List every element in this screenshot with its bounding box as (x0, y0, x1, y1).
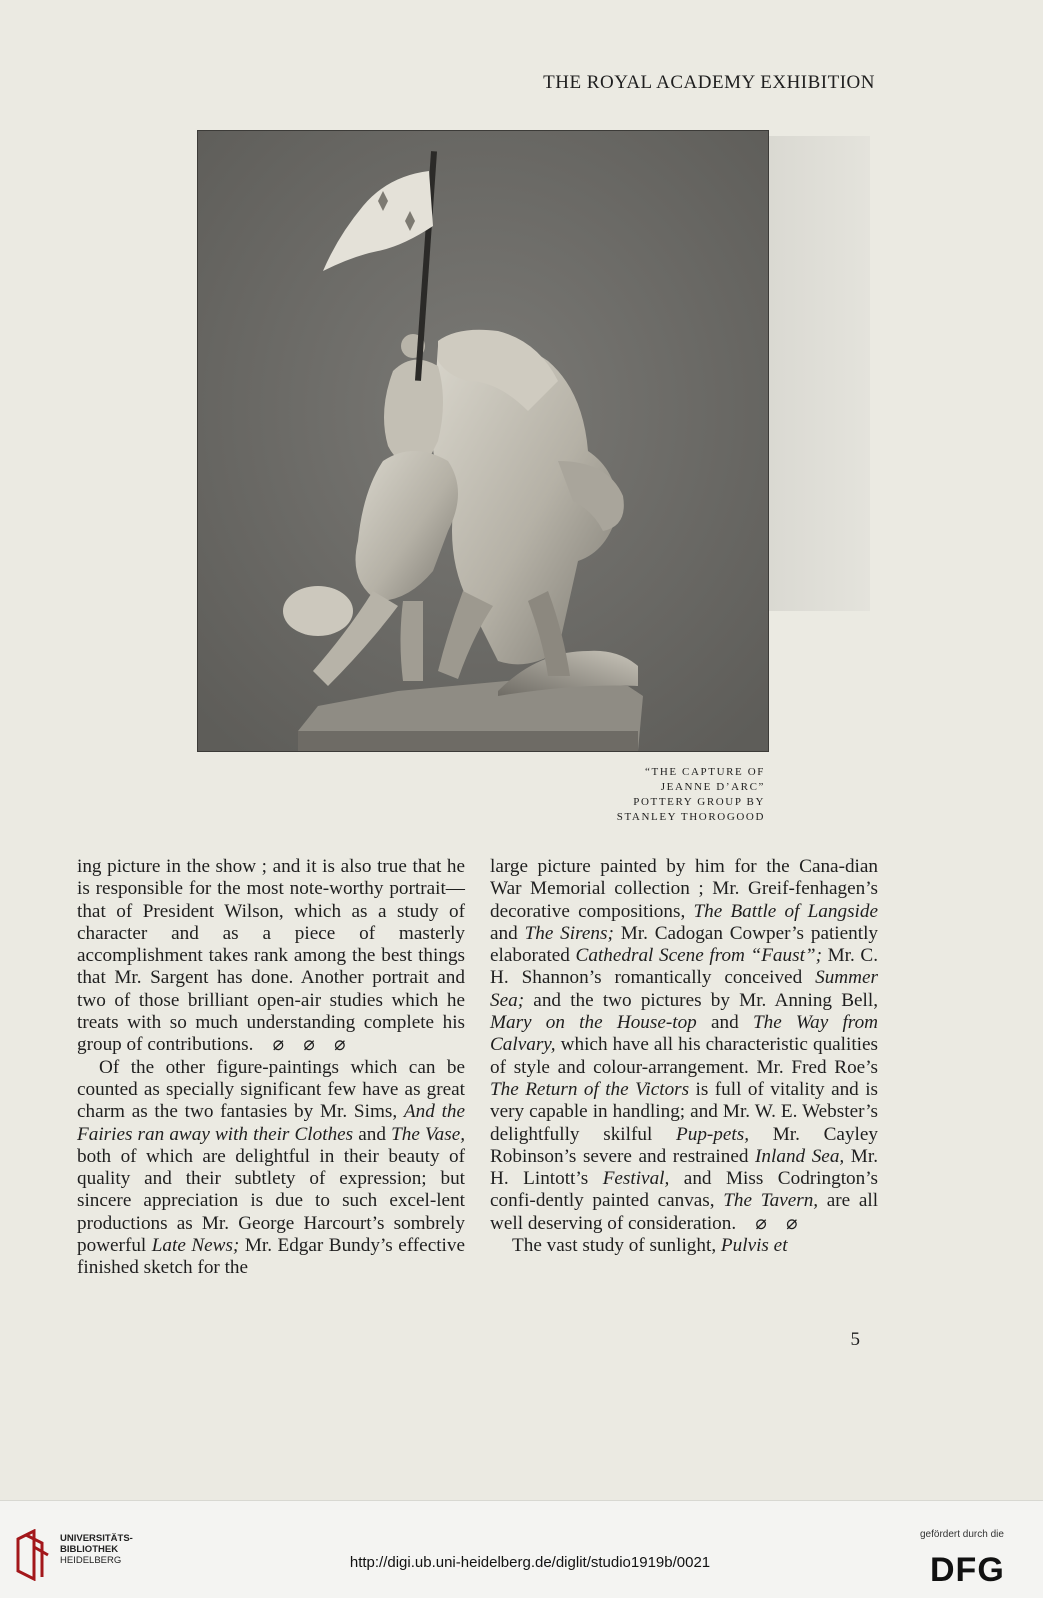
paragraph: large picture painted by him for the Cana-dian War Memorial collection ; Mr. Greif-fenhagen’s decorative compositions, The Battle of Langside and The Sirens; Mr. Cadogan Cowper’s patiently elaborated Cathedral Scene from “Faust”; Mr. C. H. Shannon’s romantically conceived Summer Sea; and the two pictures by Mr. Anning Bell, Mary on the House-top and The Way from Calvary, which have all his characteristic qualities of style and colour-arrangement. Mr. Fred Roe’s The Return of the Victors is full of vitality and is very capable in handling; and Mr. W. E. Webster’s delightfully skilful Pup-pets, Mr. Cayley Robinson’s severe and restrained Inland Sea, Mr. H. Lintott’s Festival, and Miss Codrington’s confi-dently painted canvas, The Tavern, are all well deserving of consideration. ⌀ ⌀ (490, 856, 879, 1234)
caption-line: JEANNE D’ARC” (660, 781, 765, 793)
caption-line: STANLEY THOROGOOD (616, 811, 765, 823)
artwork-title: The Tavern, (723, 1190, 819, 1212)
artwork-title: Festival, (602, 1168, 670, 1190)
plate-caption (520, 765, 765, 825)
paragraph: ing picture in the show ; and it is also true that he is responsible for the most note-worthy portrait—that of President Wilson, which as a study of character and as a piece of masterly accomplishment takes rank among the best things that Mr. Sargent has done. Another portrait and two of those brilliant open-air studies which he treats with so much understanding complete his group of contributions. ⌀ ⌀ ⌀ (77, 856, 465, 1056)
left-text-column (77, 856, 465, 1280)
artwork-title: Cathedral Scene from “Faust”; (575, 945, 822, 967)
dfg-logo: DFG (930, 1551, 1005, 1589)
artwork-title: Pup-pets, (676, 1123, 750, 1145)
artwork-title: The Vase, (391, 1123, 466, 1145)
university-library-logo-icon (14, 1529, 52, 1581)
artwork-title: Pulvis et (720, 1235, 788, 1257)
paragraph: The vast study of sunlight, Pulvis et (512, 1235, 788, 1257)
permalink-url[interactable]: http://digi.ub.uni-heidelberg.de/diglit/studio1919b/0021 (349, 1554, 711, 1571)
artwork-title: Mary on the House-top (490, 1012, 697, 1034)
library-name: UNIVERSITÄTS- BIBLIOTHEK HEIDELBERG (60, 1533, 133, 1566)
plate-shadow (760, 136, 870, 611)
artwork-title: The Sirens; (524, 922, 614, 944)
artwork-title: Inland Sea, (755, 1145, 845, 1167)
right-text-column (490, 856, 878, 1257)
sculpture-photograph (197, 130, 769, 752)
ornament: ⌀ ⌀ (736, 1212, 798, 1234)
ornament: ⌀ ⌀ ⌀ (253, 1034, 346, 1056)
paragraph: Of the other figure-paintings which can be counted as specially significant few have as great charm as the two fantasies by Mr. Sims, And the Fairies ran away with their Clothes and The Vase, both of which are delightful in their beauty of quality and their subtlety of expression; but sincere appreciation is due to such excel-lent productions as Mr. George Harcourt’s sombrely powerful Late News; Mr. Edgar Bundy’s effective finished sketch for the (77, 1056, 466, 1279)
artwork-title: The Return of the Victors (490, 1078, 690, 1100)
artwork-title: Late News; (151, 1235, 240, 1257)
artwork-title: Summer Sea; (490, 967, 878, 1011)
viewer-footer (0, 1500, 1043, 1598)
funded-by-label: gefördert durch die (920, 1529, 1004, 1540)
artwork-title: The Battle of Langside (693, 900, 878, 922)
caption-line: POTTERY GROUP BY (633, 796, 765, 808)
page-number: 5 (850, 1329, 860, 1350)
artwork-title: And the Fairies ran away with their Clothes (77, 1101, 466, 1145)
artwork-title: The Way from Calvary, (490, 1012, 879, 1056)
running-head: THE ROYAL ACADEMY EXHIBITION (543, 72, 875, 93)
pottery-group-image (198, 131, 768, 751)
caption-line: “THE CAPTURE OF (645, 766, 765, 778)
